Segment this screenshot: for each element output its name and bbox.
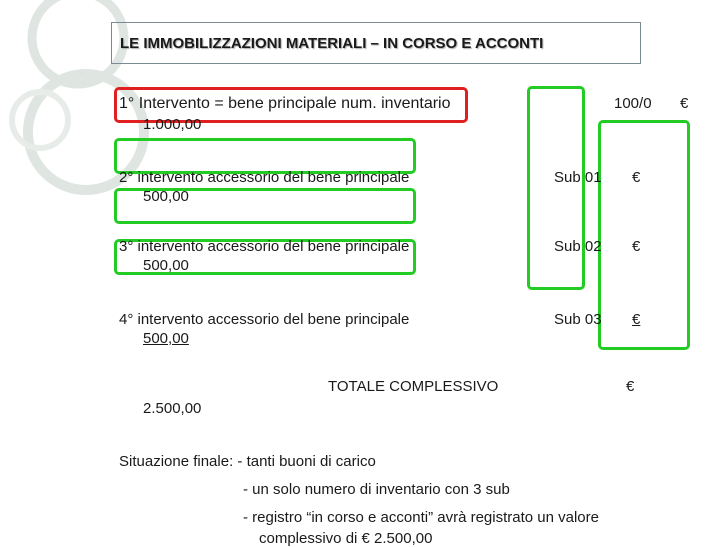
slide-title: LE IMMOBILIZZAZIONI MATERIALI – IN CORSO E ACCONTI: [120, 35, 544, 52]
row1-label: 1° Intervento = bene principale num. inventario: [119, 95, 451, 112]
total-currency: €: [626, 378, 635, 395]
highlight-code-column: [527, 86, 585, 290]
total-amount: 2.500,00: [143, 400, 202, 417]
row4-currency: €: [632, 311, 641, 328]
row1-code: 100/0: [614, 95, 652, 112]
row4-label: 4° intervento accessorio del bene principale: [119, 311, 410, 328]
row2-code: Sub 01: [554, 169, 602, 186]
row1-amount: 1.000,00: [143, 116, 202, 133]
row2-currency: €: [632, 169, 641, 186]
row2-label: 2° intervento accessorio del bene principale: [119, 169, 410, 186]
row1-currency: €: [680, 95, 689, 112]
title-box: [111, 22, 641, 64]
row4-code: Sub 03: [554, 311, 602, 328]
final-heading: Situazione finale: - tanti buoni di carico: [119, 453, 376, 470]
row3-code: Sub 02: [554, 238, 602, 255]
final-bullet-3: complessivo di € 2.500,00: [259, 530, 433, 547]
total-label: TOTALE COMPLESSIVO: [328, 378, 499, 395]
row3-amount: 500,00: [143, 257, 189, 274]
final-bullet-1: - un solo numero di inventario con 3 sub: [243, 481, 510, 498]
row3-label: 3° intervento accessorio del bene principale: [119, 238, 410, 255]
row3-currency: €: [632, 238, 641, 255]
final-bullet-2: - registro “in corso e acconti” avrà registrato un valore: [243, 509, 599, 526]
row2-amount: 500,00: [143, 188, 189, 205]
row4-amount: 500,00: [143, 330, 189, 347]
